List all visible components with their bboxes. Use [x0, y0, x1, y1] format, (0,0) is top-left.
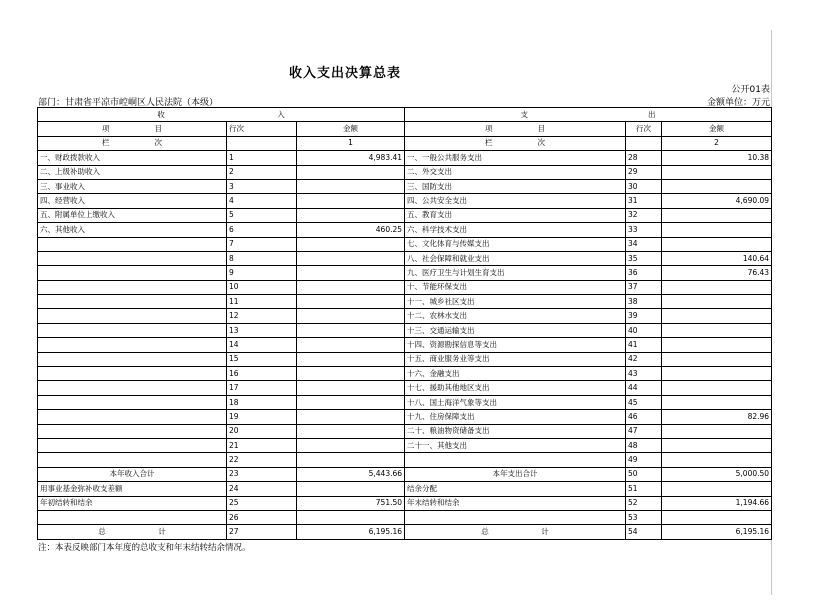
income-item-cell: 三、事业收入 [38, 179, 227, 193]
header-row-columns [38, 122, 772, 136]
income-rowno-cell: 6 [227, 223, 297, 237]
expense-item-cell: 本年支出合计 [405, 467, 626, 481]
income-amount-cell [297, 338, 405, 352]
income-amount-cell: 751.50 [297, 496, 405, 510]
income-rowno-cell: 4 [227, 194, 297, 208]
expense-rowno-cell: 43 [626, 367, 662, 381]
expense-item-cell: 十五、商业服务业等支出 [405, 352, 626, 366]
income-amount-cell [297, 381, 405, 395]
expense-rowno-cell: 38 [626, 295, 662, 309]
income-amount-cell [297, 367, 405, 381]
expense-amount-cell: 1,194.66 [662, 496, 772, 510]
expense-rowno-cell: 48 [626, 438, 662, 452]
report-title: 收入支出决算总表 [288, 66, 401, 81]
table-row [38, 424, 772, 438]
expense-rowno-cell: 42 [626, 352, 662, 366]
expense-item-cell: 十九、住房保障支出 [405, 410, 626, 424]
income-amount-cell [297, 251, 405, 265]
table-row [38, 381, 772, 395]
table-body [38, 151, 772, 525]
expense-amount-cell [662, 367, 772, 381]
table-row [38, 251, 772, 265]
income-item-cell: 六、其他收入 [38, 223, 227, 237]
income-rowno-cell: 24 [227, 482, 297, 496]
table-row [38, 237, 772, 251]
income-item-cell [38, 323, 227, 337]
income-item-cell [38, 424, 227, 438]
table-row [38, 208, 772, 222]
table-row [38, 367, 772, 381]
income-rowno-cell: 3 [227, 179, 297, 193]
income-amount-cell [297, 352, 405, 366]
expense-amount-cell [662, 165, 772, 179]
footnote: 注：本表反映部门本年度的总收支和年末结转结余情况。 [38, 543, 251, 553]
income-item-cell [38, 338, 227, 352]
income-item-cell [38, 251, 227, 265]
income-amount-cell [297, 323, 405, 337]
expense-amount-cell [662, 338, 772, 352]
expense-item-cell: 二十、粮油物资储备支出 [405, 424, 626, 438]
expense-item-cell [405, 510, 626, 524]
income-item-cell [38, 367, 227, 381]
income-rowno-cell: 2 [227, 165, 297, 179]
table-totals [38, 525, 772, 539]
income-item-cell: 一、财政拨款收入 [38, 151, 227, 165]
expense-rowno-cell: 44 [626, 381, 662, 395]
total-left-rowno: 27 [227, 525, 297, 539]
income-amount-cell [297, 395, 405, 409]
table-row [38, 482, 772, 496]
expense-amount-cell [662, 280, 772, 294]
income-amount-cell: 460.25 [297, 223, 405, 237]
income-rowno-cell: 17 [227, 381, 297, 395]
income-rowno-cell: 11 [227, 295, 297, 309]
income-rowno-cell: 25 [227, 496, 297, 510]
expense-amount-cell: 10.38 [662, 151, 772, 165]
expense-amount-cell: 82.96 [662, 410, 772, 424]
income-item-cell: 用事业基金弥补收支差额 [38, 482, 227, 496]
income-amount-cell: 5,443.66 [297, 467, 405, 481]
table-row [38, 323, 772, 337]
expense-amount-cell [662, 395, 772, 409]
expense-amount-cell [662, 352, 772, 366]
income-rowno-cell: 18 [227, 395, 297, 409]
income-item-cell [38, 438, 227, 452]
income-item-cell [38, 352, 227, 366]
income-amount-cell [297, 295, 405, 309]
expense-item-cell: 二十一、其他支出 [405, 438, 626, 452]
income-rowno-cell: 5 [227, 208, 297, 222]
income-rowno-cell: 15 [227, 352, 297, 366]
expense-item-cell: 十二、农林水支出 [405, 309, 626, 323]
expense-amount-header: 金额 [662, 122, 772, 136]
expense-rowno-cell: 45 [626, 395, 662, 409]
total-right-rowno: 54 [626, 525, 662, 539]
expense-rowno-cell: 51 [626, 482, 662, 496]
expense-amount-cell [662, 179, 772, 193]
expense-item-cell: 一、一般公共服务支出 [405, 151, 626, 165]
expense-rowno-cell: 30 [626, 179, 662, 193]
table-row [38, 467, 772, 481]
expense-rowno-cell: 39 [626, 309, 662, 323]
income-item-cell: 本年收入合计 [38, 467, 227, 481]
table-row [38, 280, 772, 294]
expense-rowno-cell: 46 [626, 410, 662, 424]
income-item-cell [38, 237, 227, 251]
income-amount-cell [297, 237, 405, 251]
income-item-cell: 五、附属单位上缴收入 [38, 208, 227, 222]
table-row [38, 496, 772, 510]
expense-item-cell: 十八、国土海洋气象等支出 [405, 395, 626, 409]
table-row [38, 295, 772, 309]
income-amount-cell [297, 280, 405, 294]
expense-amount-cell [662, 381, 772, 395]
income-item-cell [38, 295, 227, 309]
table-row [38, 194, 772, 208]
expense-rowno-cell: 28 [626, 151, 662, 165]
expense-amount-cell [662, 510, 772, 524]
income-item-cell: 年初结转和结余 [38, 496, 227, 510]
expense-item-cell: 十一、城乡社区支出 [405, 295, 626, 309]
income-rowno-cell: 1 [227, 151, 297, 165]
table-row [38, 410, 772, 424]
income-amount-cell [297, 453, 405, 467]
income-item-cell [38, 280, 227, 294]
expense-item-cell: 十、节能环保支出 [405, 280, 626, 294]
expense-rowno-cell: 52 [626, 496, 662, 510]
income-rowno-cell: 8 [227, 251, 297, 265]
income-item-cell [38, 381, 227, 395]
income-column-label: 栏 次 [38, 136, 227, 150]
income-amount-cell [297, 424, 405, 438]
total-left-amount: 6,195.16 [297, 525, 405, 539]
total-right-label: 总 计 [405, 525, 626, 539]
table-row [38, 395, 772, 409]
income-amount-cell [297, 179, 405, 193]
total-right-amount: 6,195.16 [662, 525, 772, 539]
expense-rowno-cell: 50 [626, 467, 662, 481]
budget-summary-table [37, 107, 772, 540]
table-row [38, 453, 772, 467]
table-row [38, 266, 772, 280]
income-rowno-cell: 20 [227, 424, 297, 438]
expense-item-cell: 六、科学技术支出 [405, 223, 626, 237]
income-rowno-cell: 7 [227, 237, 297, 251]
expense-rowno-cell: 53 [626, 510, 662, 524]
income-amount-cell [297, 309, 405, 323]
table-row [38, 179, 772, 193]
table-row [38, 165, 772, 179]
income-amount-cell [297, 194, 405, 208]
table-row [38, 510, 772, 524]
income-amount-header: 金额 [297, 122, 405, 136]
income-rowno-cell: 19 [227, 410, 297, 424]
table-row [38, 438, 772, 452]
income-rowno-cell: 10 [227, 280, 297, 294]
expense-amount-cell: 76.43 [662, 266, 772, 280]
expense-rowno-header: 行次 [626, 122, 662, 136]
income-amount-cell [297, 510, 405, 524]
expense-item-cell: 年末结转和结余 [405, 496, 626, 510]
expense-item-cell: 结余分配 [405, 482, 626, 496]
expense-rowno-cell: 35 [626, 251, 662, 265]
expense-column-number: 2 [662, 136, 772, 150]
total-left-label: 总 计 [38, 525, 227, 539]
expense-item-cell [405, 453, 626, 467]
income-item-cell [38, 453, 227, 467]
income-amount-cell [297, 482, 405, 496]
income-rowno-cell: 13 [227, 323, 297, 337]
expense-rowno-cell: 41 [626, 338, 662, 352]
income-amount-cell: 4,983.41 [297, 151, 405, 165]
income-column-number: 1 [297, 136, 405, 150]
income-amount-cell [297, 410, 405, 424]
income-amount-cell [297, 266, 405, 280]
income-amount-cell [297, 208, 405, 222]
expense-item-cell: 七、文化体育与传媒支出 [405, 237, 626, 251]
form-number: 公开01表 [731, 85, 770, 95]
expense-rowno-cell: 32 [626, 208, 662, 222]
table-row [38, 223, 772, 237]
expense-item-cell: 九、医疗卫生与计划生育支出 [405, 266, 626, 280]
expense-item-cell: 四、公共安全支出 [405, 194, 626, 208]
income-item-cell: 四、经营收入 [38, 194, 227, 208]
expense-amount-cell: 140.64 [662, 251, 772, 265]
expense-amount-cell [662, 309, 772, 323]
expense-item-cell: 三、国防支出 [405, 179, 626, 193]
table-row [38, 338, 772, 352]
expense-amount-cell [662, 323, 772, 337]
expense-item-cell: 十四、资源勘探信息等支出 [405, 338, 626, 352]
expense-item-header: 项 目 [405, 122, 626, 136]
expense-item-cell: 五、教育支出 [405, 208, 626, 222]
expense-amount-cell [662, 208, 772, 222]
income-item-cell [38, 410, 227, 424]
expense-item-cell: 二、外交支出 [405, 165, 626, 179]
expense-amount-cell [662, 424, 772, 438]
amount-unit: 金额单位：万元 [706, 98, 770, 108]
header-row-column-numbers [38, 136, 772, 150]
income-rowno-cell: 21 [227, 438, 297, 452]
expense-rowno-cell: 47 [626, 424, 662, 438]
income-rowno-cell: 23 [227, 467, 297, 481]
income-item-header: 项 目 [38, 122, 227, 136]
income-item-cell: 二、上级补助收入 [38, 165, 227, 179]
table-row [38, 151, 772, 165]
expense-column-label: 栏 次 [405, 136, 626, 150]
expense-amount-cell [662, 223, 772, 237]
income-item-cell [38, 309, 227, 323]
income-rowno-cell: 9 [227, 266, 297, 280]
expense-rowno-cell: 49 [626, 453, 662, 467]
expense-amount-cell [662, 453, 772, 467]
income-rowno-header: 行次 [227, 122, 297, 136]
department-label: 部门：甘肃省平凉市崆峒区人民法院（本级） [38, 98, 219, 108]
expense-item-cell: 十三、交通运输支出 [405, 323, 626, 337]
income-amount-cell [297, 438, 405, 452]
expense-rowno-cell: 29 [626, 165, 662, 179]
expense-section-header: 支 出 [405, 108, 772, 122]
expense-amount-cell: 4,690.09 [662, 194, 772, 208]
expense-amount-cell [662, 295, 772, 309]
income-amount-cell [297, 165, 405, 179]
expense-rowno-cell: 40 [626, 323, 662, 337]
expense-rowno-cell: 34 [626, 237, 662, 251]
income-rowno-cell: 22 [227, 453, 297, 467]
expense-rowno-cell: 31 [626, 194, 662, 208]
expense-amount-cell [662, 482, 772, 496]
expense-item-cell: 八、社会保障和就业支出 [405, 251, 626, 265]
income-item-cell [38, 510, 227, 524]
income-rowno-cell: 16 [227, 367, 297, 381]
income-item-cell [38, 395, 227, 409]
income-section-header: 收 入 [38, 108, 405, 122]
expense-amount-cell [662, 438, 772, 452]
expense-item-cell: 十六、金融支出 [405, 367, 626, 381]
table-row [38, 352, 772, 366]
expense-rowno-cell: 37 [626, 280, 662, 294]
expense-amount-cell [662, 237, 772, 251]
income-item-cell [38, 266, 227, 280]
expense-rowno-cell: 36 [626, 266, 662, 280]
expense-item-cell: 十七、援助其他地区支出 [405, 381, 626, 395]
header-row-sections [38, 108, 772, 122]
expense-rowno-cell: 33 [626, 223, 662, 237]
table-row [38, 309, 772, 323]
expense-amount-cell: 5,000.50 [662, 467, 772, 481]
total-row [38, 525, 772, 539]
income-rowno-cell: 12 [227, 309, 297, 323]
income-rowno-cell: 26 [227, 510, 297, 524]
income-rowno-cell: 14 [227, 338, 297, 352]
